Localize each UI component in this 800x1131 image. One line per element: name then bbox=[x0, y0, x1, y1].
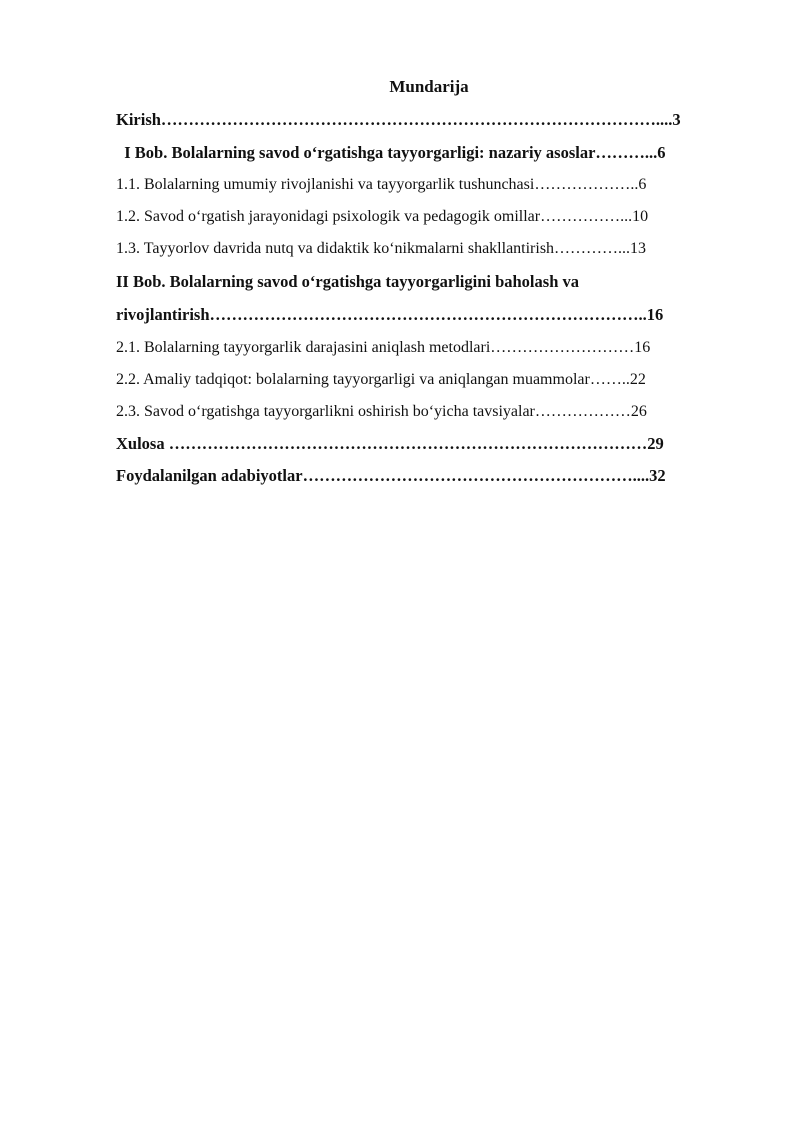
toc-entry-chapter-2-line1: II Bob. Bolalarning savod o‘rgatishga tayyorgarligini baholash va bbox=[116, 272, 579, 291]
toc-entry-1-1: 1.1. Bolalarning umumiy rivojlanishi va tayyorgarlik tushunchasi………………..6 bbox=[116, 176, 647, 193]
page-title: Mundarija bbox=[389, 77, 469, 96]
toc-entry-2-1: 2.1. Bolalarning tayyorgarlik darajasini aniqlash metodlari………………………16 bbox=[116, 339, 651, 356]
toc-entry-adabiyotlar: Foydalanilgan adabiyotlar……………………………………………………....32 bbox=[116, 466, 666, 485]
toc-entry-2-2: 2.2. Amaliy tadqiqot: bolalarning tayyorgarligi va aniqlangan muammolar……..22 bbox=[116, 371, 646, 388]
toc-entry-chapter-1: I Bob. Bolalarning savod o‘rgatishga tayyorgarligi: nazariy asoslar………...6 bbox=[116, 143, 666, 162]
toc-entry-chapter-2-line2: rivojlantirish……………………………………………………………………..16 bbox=[116, 305, 664, 324]
toc-entry-1-2: 1.2. Savod o‘rgatish jarayonidagi psixologik va pedagogik omillar……………...10 bbox=[116, 208, 649, 225]
toc-entry-1-3: 1.3. Tayyorlov davrida nutq va didaktik ko‘nikmalarni shakllantirish…………...13 bbox=[116, 240, 647, 257]
toc-entry-xulosa: Xulosa ……………………………………………………………………………29 bbox=[116, 434, 664, 453]
toc-entry-kirish: Kirish………………………………………………………………………………....3 bbox=[116, 110, 681, 129]
toc-entry-2-3: 2.3. Savod o‘rgatishga tayyorgarlikni oshirish bo‘yicha tavsiyalar………………26 bbox=[116, 403, 647, 420]
